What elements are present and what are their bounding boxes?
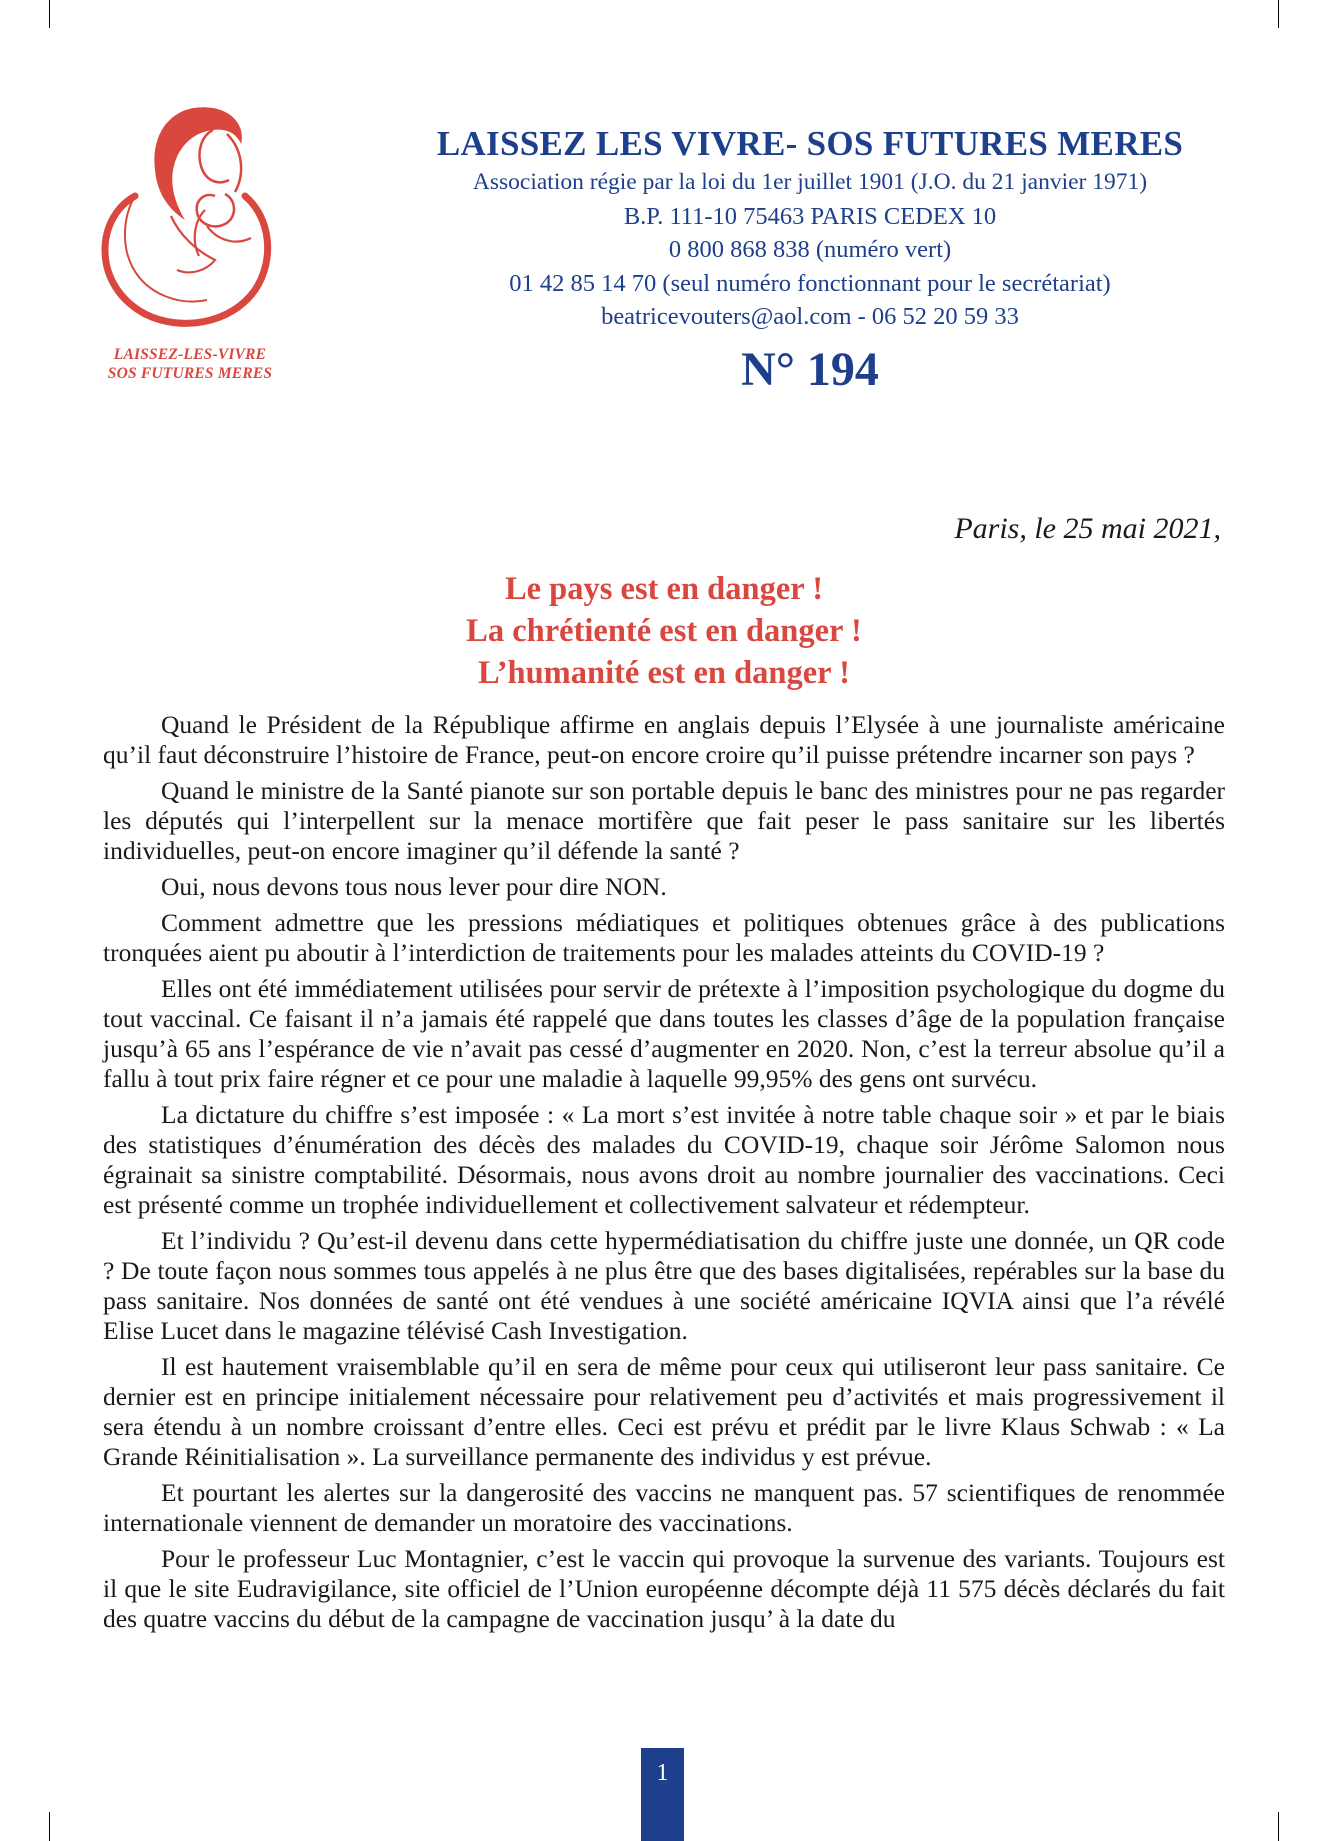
crop-mark xyxy=(49,1812,50,1841)
headline-line: L’humanité est en danger ! xyxy=(478,655,850,691)
headline-line: Le pays est en danger ! xyxy=(504,571,824,607)
crop-mark xyxy=(1278,0,1279,28)
postal-address: B.P. 111-10 75463 PARIS CEDEX 10 xyxy=(623,202,997,230)
logo-caption-line1: LAISSEZ-LES-VIVRE xyxy=(113,346,267,363)
article-body xyxy=(103,710,1225,1640)
page-number: 1 xyxy=(641,1748,684,1841)
secretariat-phone: 01 42 85 14 70 (seul numéro fonctionnant pour le secrétariat) xyxy=(509,269,1111,297)
mother-child-logo xyxy=(95,100,295,350)
logo-caption xyxy=(90,345,290,383)
crop-mark xyxy=(1278,1812,1279,1841)
paragraph: Il est hautement vraisemblable qu’il en sera de même pour ceux qui utiliseront leur pass sanitaire. Ce dernier est en principe initialement nécessaire pour relativement peu d’activités et mais progressivement il sera étendu à un nombre croissant d’entre elles. Ceci est prévu et prédit par le livre Klaus Schwab : « La Grande Réinitialisation ». La surveillance permanente des individus y est prévue. xyxy=(103,1352,1225,1471)
free-phone: 0 800 868 838 (numéro vert) xyxy=(668,236,952,263)
paragraph: Et l’individu ? Qu’est-il devenu dans cette hypermédiatisation du chiffre juste une donnée, un QR code ? De toute façon nous sommes tous appelés à ne plus être que des bases digitalisées, repérables sur la base du pass sanitaire. Nos données de santé ont été vendues à une société américaine IQVIA ainsi que l’a révélé Elise Lucet dans le magazine télévisé Cash Investigation. xyxy=(103,1226,1225,1345)
issue-number: N° 194 xyxy=(741,342,879,396)
paragraph: Comment admettre que les pressions médiatiques et politiques obtenues grâce à des publications tronquées aient pu aboutir à l’interdiction de traitements pour les malades atteints du COVID-19 ? xyxy=(103,908,1225,967)
paragraph: Quand le Président de la République affirme en anglais depuis l’Elysée à une journaliste américaine qu’il faut déconstruire l’histoire de France, peut-on encore croire qu’il puisse prétendre incarner son pays ? xyxy=(103,710,1225,769)
paragraph: La dictature du chiffre s’est imposée : « La mort s’est invitée à notre table chaque soir » et par le biais des statistiques d’énumération des décès des malades du COVID-19, chaque soir Jérôme Salomon nous égrainait sa sinistre comptabilité. Désormais, nous avons droit au nombre journalier des vaccinations. Ceci est présenté comme un trophée individuellement et collectivement salvateur et rédempteur. xyxy=(103,1100,1225,1219)
letter-date: Paris, le 25 mai 2021, xyxy=(954,512,1221,545)
headline-line: La chrétienté est en danger ! xyxy=(466,613,862,649)
paragraph: Oui, nous devons tous nous lever pour dire NON. xyxy=(161,872,667,901)
organization-name: LAISSEZ LES VIVRE- SOS FUTURES MERES xyxy=(436,124,1184,163)
logo-caption-line2: SOS FUTURES MERES xyxy=(107,365,273,382)
letterhead xyxy=(420,122,1200,402)
paragraph: Et pourtant les alertes sur la dangerosité des vaccins ne manquent pas. 57 scientifiques de renommée internationale viennent de demander un moratoire des vaccinations. xyxy=(103,1478,1225,1537)
email-phone: beatricevouters@aol.com - 06 52 20 59 33 xyxy=(601,303,1019,330)
paragraph: Quand le ministre de la Santé pianote sur son portable depuis le banc des ministres pour ne pas regarder les députés qui l’interpellent sur la menace mortifère que fait peser le pass sanitaire sur les libertés individuelles, peut-on encore imaginer qu’il défende la santé ? xyxy=(103,776,1225,865)
crop-mark xyxy=(49,0,50,28)
association-line: Association régie par la loi du 1er juillet 1901 (J.O. du 21 janvier 1971) xyxy=(472,169,1148,195)
headline-block xyxy=(0,568,1328,694)
paragraph: Elles ont été immédiatement utilisées pour servir de prétexte à l’imposition psychologique du dogme du tout vaccinal. Ce faisant il n’a jamais été rappelé que dans toutes les classes d’âge de la population française jusqu’à 65 ans l’espérance de vie n’avait pas cessé d’augmenter en 2020. Non, c’est la terreur absolue qu’il a fallu à tout prix faire régner et ce pour une maladie à laquelle 99,95% des gens ont survécu. xyxy=(103,974,1225,1093)
paragraph: Pour le professeur Luc Montagnier, c’est le vaccin qui provoque la survenue des variants. Toujours est il que le site Eudravigilance, site officiel de l’Union européenne décompte déjà 11 575 décès déclarés du fait des quatre vaccins du début de la campagne de vaccination jusqu’ à la date du xyxy=(103,1544,1225,1633)
